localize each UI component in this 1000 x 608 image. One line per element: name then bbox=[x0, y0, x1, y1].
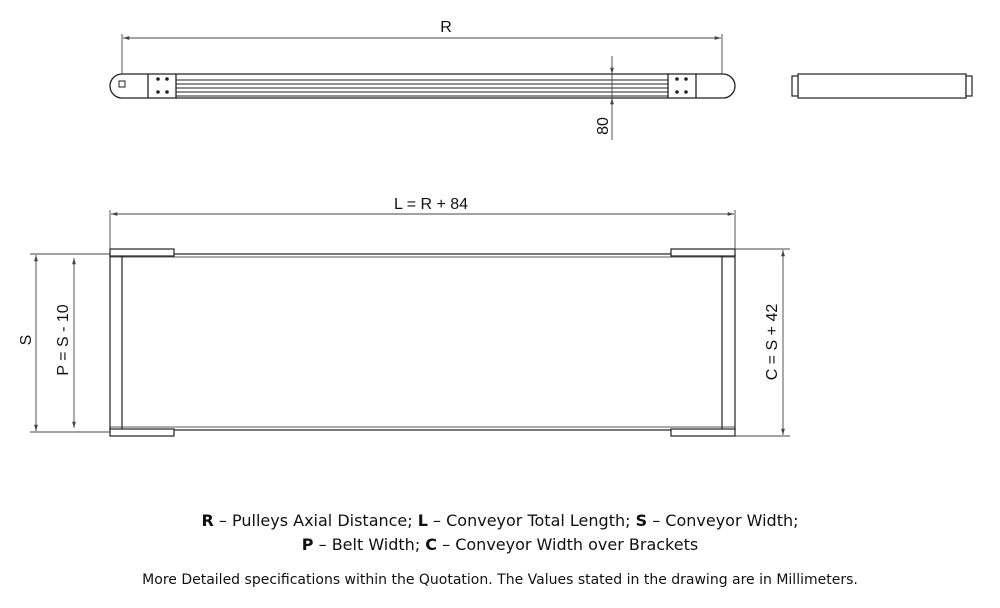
legend-desc-p: – Belt Width; bbox=[313, 535, 426, 554]
legend-desc-s: – Conveyor Width; bbox=[647, 511, 799, 530]
left-bolt bbox=[165, 77, 169, 81]
bracket-top-right bbox=[671, 249, 735, 256]
bracket-bottom-left bbox=[110, 429, 174, 436]
legend-desc-c: – Conveyor Width over Brackets bbox=[437, 535, 699, 554]
legend bbox=[0, 509, 1000, 557]
dimension-r bbox=[122, 34, 722, 74]
top-view-belt bbox=[110, 254, 735, 430]
legend-line-2 bbox=[0, 533, 1000, 557]
left-bolt bbox=[165, 90, 169, 94]
dimension-l-label: L = R + 84 bbox=[393, 196, 469, 213]
top-view bbox=[110, 249, 735, 436]
dimension-p-label: P = S - 10 bbox=[55, 304, 72, 376]
dimension-s-label: S bbox=[18, 334, 35, 346]
left-bolt bbox=[156, 90, 160, 94]
dimension-r-label: R bbox=[440, 19, 452, 36]
right-bolt bbox=[684, 77, 688, 81]
legend-key-s: S bbox=[635, 511, 648, 530]
end-view-left-cap bbox=[792, 76, 798, 96]
dimension-height-label: 80 bbox=[595, 117, 612, 135]
legend-line-1 bbox=[0, 509, 1000, 533]
dimension-c bbox=[735, 249, 790, 436]
legend-key-r: R bbox=[201, 511, 214, 530]
legend-key-p: P bbox=[301, 535, 314, 554]
end-view-right-cap bbox=[966, 76, 972, 96]
legend-key-c: C bbox=[425, 535, 438, 554]
right-bolt bbox=[675, 90, 679, 94]
side-view-frame bbox=[110, 74, 735, 98]
legend-desc-r: – Pulleys Axial Distance; bbox=[213, 511, 418, 530]
dimension-l bbox=[110, 210, 735, 249]
right-bolt bbox=[684, 90, 688, 94]
end-view bbox=[792, 74, 972, 98]
side-view bbox=[110, 74, 735, 98]
bracket-bottom-right bbox=[671, 429, 735, 436]
specification-note: More Detailed specifications within the Quotation. The Values stated in the drawing are in Millimeters. bbox=[142, 572, 858, 588]
end-view-body bbox=[798, 74, 966, 98]
left-bolt bbox=[156, 77, 160, 81]
right-bolt bbox=[675, 77, 679, 81]
bracket-top-left bbox=[110, 249, 174, 256]
legend-desc-l: – Conveyor Total Length; bbox=[427, 511, 636, 530]
dimension-c-label: C = S + 42 bbox=[764, 303, 781, 381]
legend-key-l: L bbox=[417, 511, 428, 530]
